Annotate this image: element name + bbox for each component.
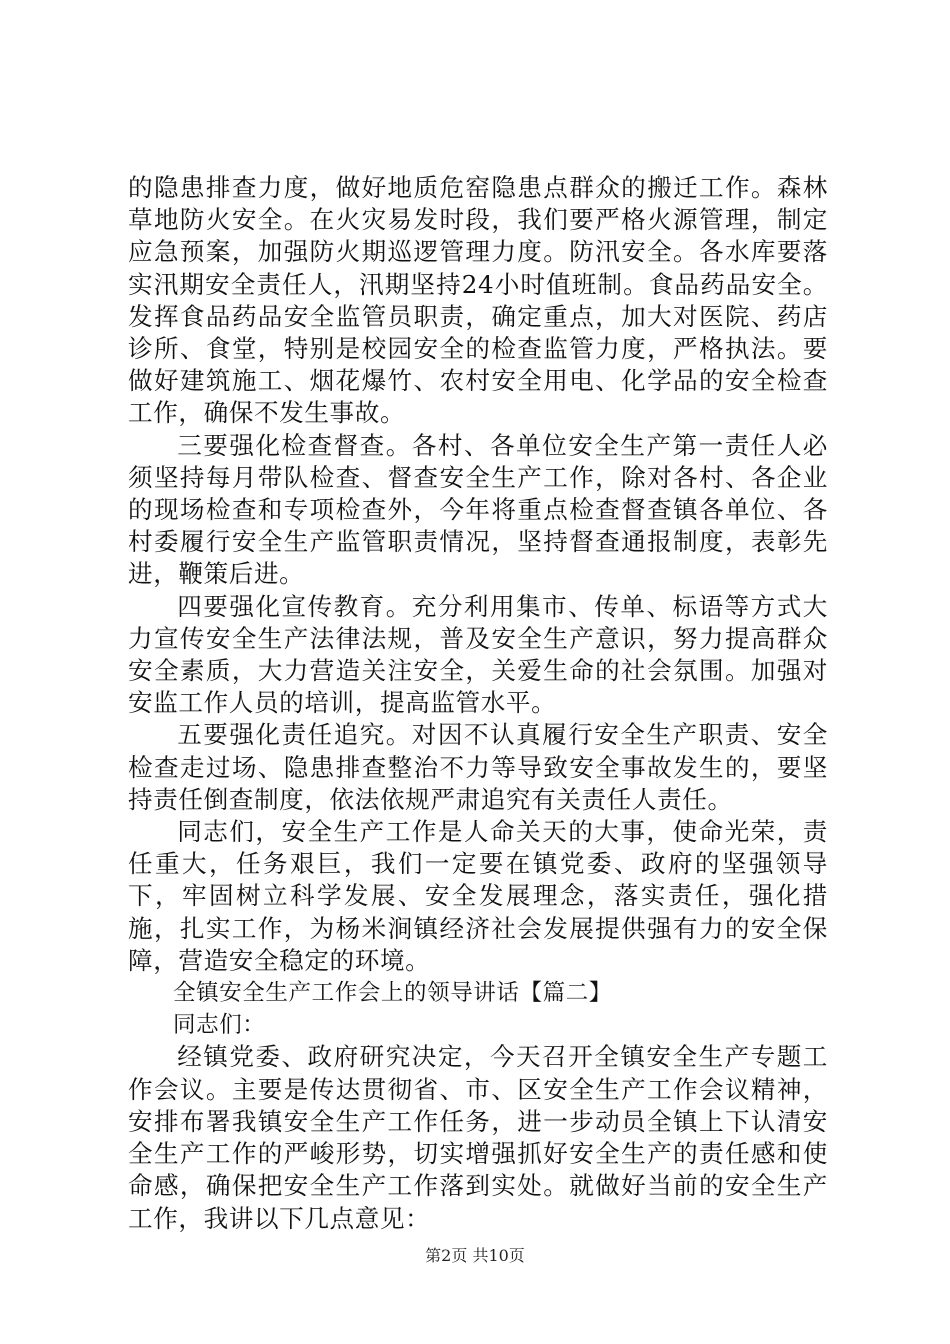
paragraph-education: 四要强化宣传教育。充分利用集市、传单、标语等方式大力宣传安全生产法律法规，普及安全生产意识，努力提高群众安全素质，大力营造关注安全，关爱生命的社会氛围。加强对安监工作人员的培训，提高监管水平。 [128,591,828,718]
paragraph-continuation: 的隐患排查力度，做好地质危窑隐患点群众的搬迁工作。森林草地防火安全。在火灾易发时段，我们要严格火源管理，制定应急预案，加强防火期巡逻管理力度。防汛安全。各水库要落实汛期安全责任人，汛期坚持24小时值班制。食品药品安全。发挥食品药品安全监管员职责，确定重点，加大对医院、药店诊所、食堂，特别是校园安全的检查监管力度，严格执法。要做好建筑施工、烟花爆竹、农村安全用电、化学品的安全检查工作，确保不发生事故。 [128,173,828,428]
page-number: 第2页 共10页 [425,1246,525,1265]
paragraph-opening: 经镇党委、政府研究决定，今天召开全镇安全生产专题工作会议。主要是传达贯彻省、市、区安全生产工作会议精神，安排布署我镇安全生产工作任务，进一步动员全镇上下认清安全生产工作的严峻形势，切实增强抓好安全生产的责任感和使命感，确保把安全生产工作落到实处。就做好当前的安全生产工作，我讲以下几点意见： [128,1042,828,1233]
paragraph-inspection: 三要强化检查督查。各村、各单位安全生产第一责任人必须坚持每月带队检查、督查安全生产工作，除对各村、各企业的现场检查和专项检查外，今年将重点检查督查镇各单位、各村委履行安全生产监管职责情况，坚持督查通报制度，表彰先进，鞭策后进。 [128,430,828,589]
paragraph-closing: 同志们，安全生产工作是人命关天的大事，使命光荣，责任重大，任务艰巨，我们一定要在镇党委、政府的坚强领导下，牢固树立科学发展、安全发展理念，落实责任，强化措施，扎实工作，为杨米涧镇经济社会发展提供强有力的安全保障，营造安全稳定的环境。 [128,817,828,975]
salutation: 同志们： [173,1012,266,1039]
document-body [128,172,828,1235]
section-heading: 全镇安全生产工作会上的领导讲话【篇二】 [173,980,612,1007]
paragraph-accountability: 五要强化责任追究。对因不认真履行安全生产职责、安全检查走过场、隐患排查整治不力等导致安全事故发生的，要坚持责任倒查制度，依法依规严肃追究有关责任人责任。 [128,720,828,814]
